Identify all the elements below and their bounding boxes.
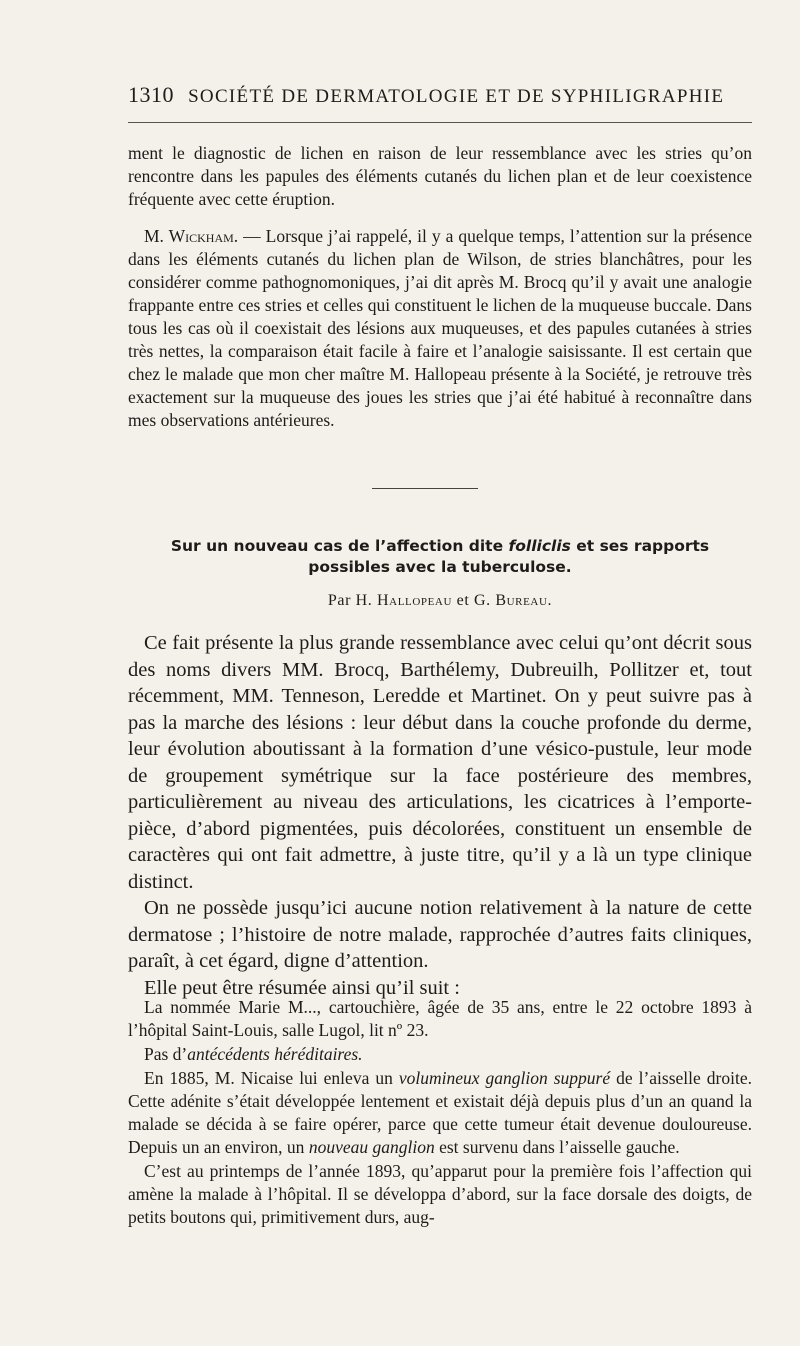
case-italic: nouveau ganglion	[308, 1137, 435, 1157]
section-divider	[372, 488, 478, 489]
main-paragraph: Elle peut être résumée ainsi qu’il suit :	[144, 976, 460, 999]
header-rule	[128, 122, 752, 123]
speaker-name: M. Wickham.	[144, 226, 239, 246]
intro-paragraph	[128, 142, 752, 211]
article-title	[128, 536, 752, 578]
case-text: est survenu dans l’aisselle gauche.	[434, 1137, 680, 1157]
intro-text: ment le diagnostic de lichen en raison de leur ressemblance avec les stries qu’on rencontre dans les papules des éléments cutanés du lichen plan et de leur coexistence fréquente avec cette éruption.	[128, 143, 752, 209]
running-title: SOCIÉTÉ DE DERMATOLOGIE ET DE SYPHILIGRAPHIE	[188, 86, 725, 107]
main-body	[128, 630, 752, 1001]
article-authors	[128, 592, 752, 610]
main-paragraph: On ne possède jusqu’ici aucune notion relativement à la nature de cette dermatose ; l’histoire de notre malade, rapprochée d’autres faits cliniques, paraît, à cet égard, digne d’attention.	[128, 897, 752, 972]
title-italic: folliclis	[508, 537, 571, 555]
authors-by: Par	[327, 592, 356, 609]
case-paragraph	[128, 1043, 752, 1066]
case-text: de l’aisselle droite. Cette adénite s’était développée lentement et existait déjà depuis plus d’un an quand la malade se décida à se faire opérer, parce que cette tumeur était devenue douloureuse. Depuis un an environ, un	[128, 1068, 752, 1157]
case-paragraph: La nommée Marie M..., cartouchière, âgée de 35 ans, entre le 22 octobre 1893 à l’hôpital Saint-Louis, salle Lugol, lit nº 23.	[128, 997, 752, 1040]
case-italic: antécédents héréditaires.	[187, 1044, 363, 1064]
wickham-remark	[128, 225, 752, 432]
title-text-1: Sur un nouveau cas de l’affection dite	[170, 537, 509, 555]
case-text: Pas d’	[144, 1044, 188, 1064]
main-paragraph: Ce fait présente la plus grande ressemblance avec celui qu’ont décrit sous des noms divers MM. Brocq, Barthélemy, Dubreuilh, Pollitzer et, tout récemment, MM. Tenneson, Leredde et Martinet. On y peut suivre pas à pas la marche des lésions : leur début dans la couche profonde du derme, leur évolution aboutissant à la formation d’une vésico-pustule, leur mode de groupement symétrique sur la face postérieure des membres, particulièrement au niveau des articulations, les cicatrices à l’emporte-pièce, d’abord pigmentées, puis décolorées, constituent un ensemble de caractères qui ont fait admettre, à juste titre, qu’il y a là un type clinique distinct.	[128, 632, 752, 893]
case-paragraph: C’est au printemps de l’année 1893, qu’apparut pour la première fois l’affection qui amène la malade à l’hôpital. Il se développa d’abord, sur la face dorsale des doigts, de petits boutons qui, primitivement durs, aug-	[128, 1161, 752, 1227]
author-bureau: G. Bureau.	[473, 592, 553, 609]
running-header	[128, 82, 752, 108]
authors-and: et	[452, 592, 474, 609]
case-paragraph	[128, 1067, 752, 1159]
case-report	[128, 996, 752, 1229]
case-italic: volumineux ganglion suppuré	[398, 1068, 611, 1088]
wickham-text: — Lorsque j’ai rappelé, il y a quelque temps, l’attention sur la présence dans les éléments cutanés du lichen plan de Wilson, de stries blanchâtres, pour les considérer comme pathognomoniques, j’ai dit après M. Brocq qu’il y avait une analogie frappante entre ces stries et celles qui constituent le lichen de la muqueuse buccale. Dans tous les cas où il coexistait des lésions aux muqueuses, et des papules cutanées à stries très nettes, la comparaison était facile à faire et l’analogie saisissante. Il est certain que chez le malade que mon cher maître M. Hallopeau présente à la Société, je retrouve très exactement sur la muqueuse des joues les stries que j’ai été habitué à reconnaître dans mes observations antérieures.	[128, 226, 752, 430]
title-text-2: et ses rapports possibles avec la tuberculose.	[308, 537, 710, 576]
case-text: En 1885, M. Nicaise lui enleva un	[144, 1068, 399, 1088]
page-number: 1310	[128, 82, 174, 107]
author-hallopeau: H. Hallopeau	[355, 592, 453, 609]
